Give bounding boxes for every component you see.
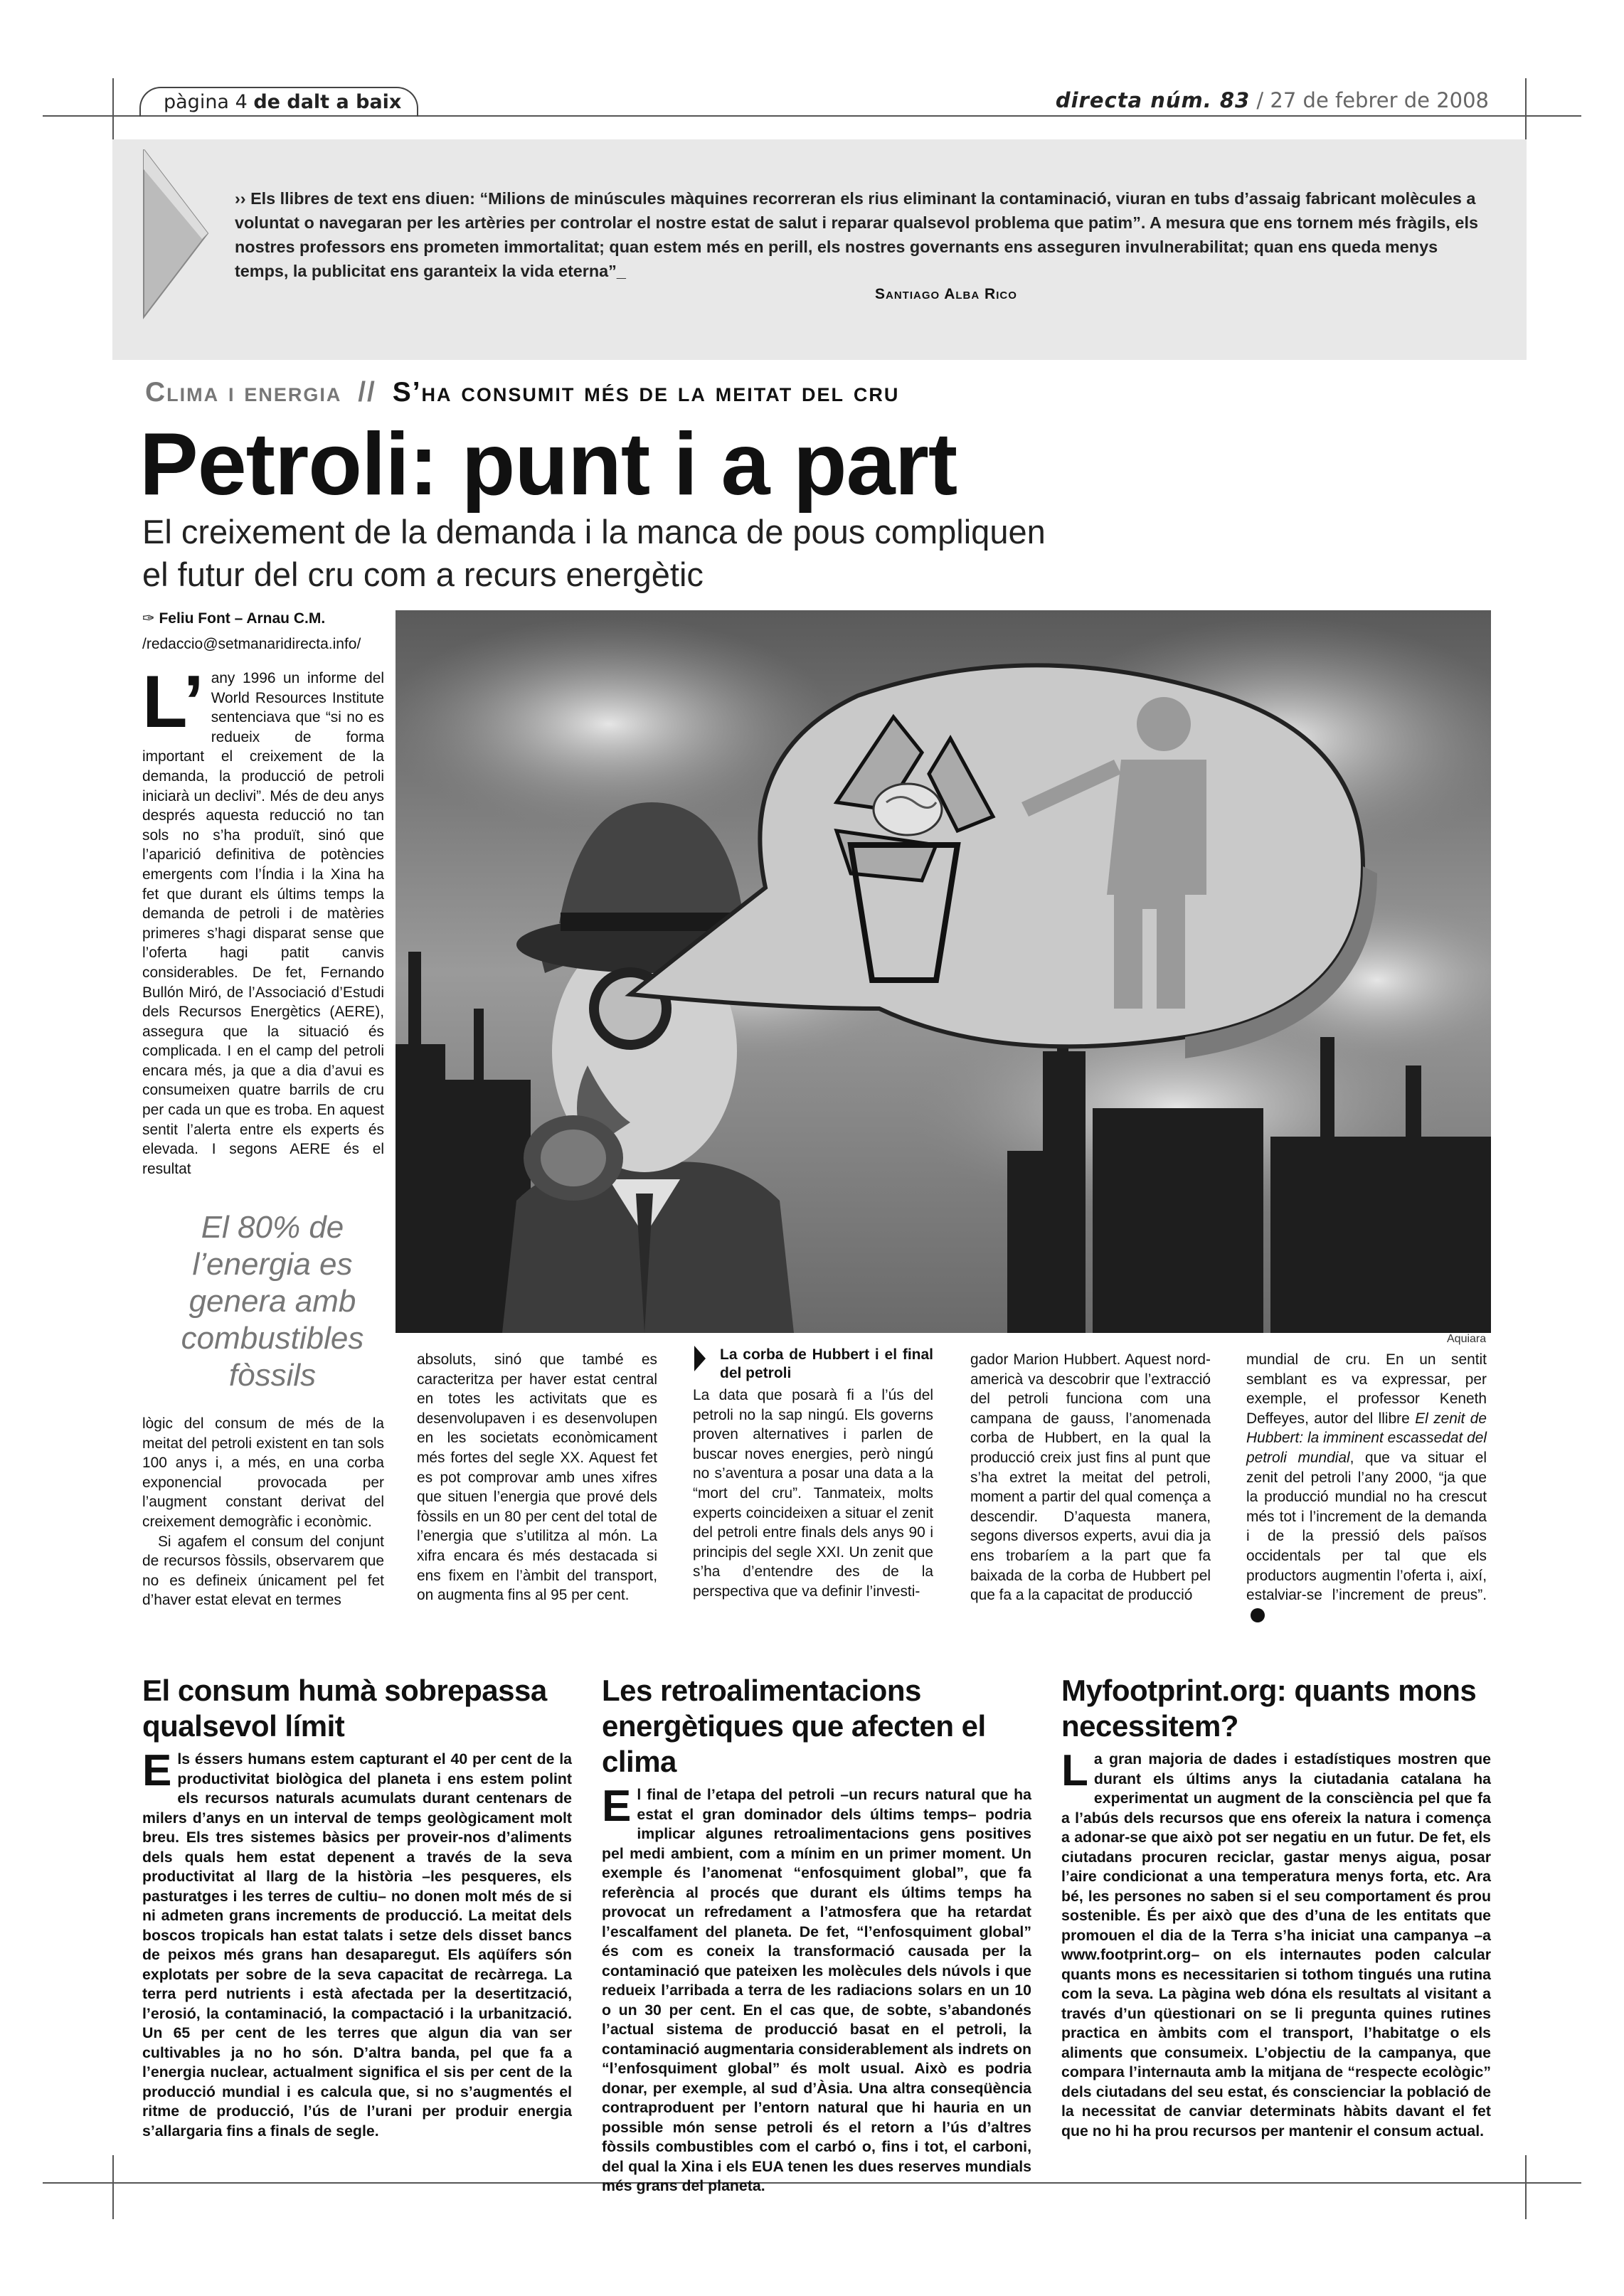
sidebar-title: Myfootprint.org: quants mons necessitem? <box>1061 1674 1477 1743</box>
quote-chevron-icon <box>134 149 240 363</box>
kicker-separator: // <box>358 377 376 408</box>
section-name: de dalt a baix <box>253 91 402 113</box>
kicker-topic: S’ha consumit més de la meitat del cru <box>392 377 900 408</box>
sidebar-body: a gran majoria de dades i estadístiques mostren que durant els últims anys la ciutadania catalana ha experimentat un augment de la consciència pel que fa a l’abús dels recursos que ens ofereix la natura i comença a adonar-se que això pot ser negatiu en un futur. De fet, els ciutadans procuren reciclar, gastar menys aigua, posar l’aire condicionat a una temperatura menys forta, etc. Ara bé, les persones no saben si el seu comportament és prou sostenible. És per això que des d’una de les entitats que promouen el dia de la Terra s’ha iniciat una campanya –a www.footprint.org– on els internautes poden calcular quants mons es necessitarien si tothom tingués una rutina com la seva. La pàgina web dóna els resultats al visitant a través d’un qüestionari on se li pregunta quines rutines practica en àmbits com el transport, l’habitatge o els aliments que consumeix. L’objectiu de la campanya, que compara l’internauta amb la mitjana de “respecte ecològic” dels ciutadans del seu estat, és conscienciar la població de la necessitat de canviar determinats hàbits davant el fet que no hi ha prou recursos per mantenir el consum actual. <box>1061 1750 1491 2140</box>
paragraph: La data que posarà fi a l’ús del petroli no la sap ningú. Els governs proven alternatives i parlen de buscar noves energies, però ningú no s’aventura a posar una data a la “mort del cru”. Tanmateix, molts experts coincideixen a situar el zenit del petroli entre finals dels anys 90 i principis del segle XXI. Un zenit que s’ha d’entendre des de la perspectiva que va definir l’investi- <box>693 1387 933 1600</box>
kicker <box>145 377 899 408</box>
crop-mark-right-bottom <box>1525 2155 1527 2219</box>
section-tab <box>139 87 418 117</box>
quote-author: Santiago Alba Rico <box>875 286 1017 302</box>
box-marker-icon <box>693 1346 707 1374</box>
end-mark-icon <box>1251 1608 1265 1622</box>
sidebar-text <box>1061 1746 1491 2141</box>
byline <box>142 606 361 657</box>
article-column-3 <box>693 1346 933 1602</box>
sidebar-body: l final de l’etapa del petroli –un recurs natural que ha estat el gran dominador dels últims temps– podria implicar algunes retroalimentacions gens positives pel medi ambient, com a mínim en un primer moment. Un exemple és l’anomenat “enfosquiment global”, que fa referència al procés que durant els últims temps ha provocat un refredament a l’atmosfera que ha retardat l’escalfament del planeta. De fet, “l’enfosquiment global” és com es coneix la transformació causada per la contaminació que pateixen les molècules dels núvols i que redueix l’arribada a terra de les radiacions solars en un 10 o un 30 per cent. En el cas que, de sobte, s’abandonés l’actual sistema de producció basat en el petroli, la contaminació augmentaria considerablement als indrets on “l’enfosquiment global” és molt usual. Això es podria donar, per exemple, al sud d’Àsia. Una altra conseqüència contraproduent per l’entorn natural que hi hauria en un possible món sense petroli és el retorn a l’ús d’altres fòssils combustibles com el carbó o, fins i tot, el carboni, del qual la Xina i els EUA tenen les dues reserves mundials més grans del planeta. <box>602 1786 1031 2194</box>
sidebar-title: El consum humà sobrepassa qualsevol límit <box>142 1674 547 1743</box>
pull-quote: El 80% de l’energia es genera amb combustibles fòssils <box>181 1210 364 1393</box>
sidebar-text <box>602 1782 1031 2196</box>
page-number: pàgina 4 <box>164 91 248 113</box>
article-photo <box>396 610 1491 1333</box>
article-column-4 <box>970 1350 1211 1605</box>
sidebar-myfootprint <box>1061 1673 1491 2141</box>
article-column-1-continued <box>142 1414 384 1610</box>
byline-email: /redaccio@setmanaridirecta.info/ <box>142 636 361 652</box>
photo-credit: Aquiara <box>1447 1333 1487 1345</box>
byline-authors: Feliu Font – Arnau C.M. <box>159 610 326 627</box>
sidebar-retroalimentacions <box>602 1673 1031 2196</box>
gasmask-collage-illustration <box>396 610 1491 1333</box>
paragraph-text: any 1996 un informe del World Resources Institute sentenciava que “si no es redueix de forma important el creixement de la demanda, la producció de petroli iniciarà un declivi”. Més de deu anys després aquesta reducció no tan sols no s’ha produït, sinó que l’aparició definitiva de potències emergents com l’Índia i la Xina ha fet que durant els últims temps la demanda de petroli i de matèries primeres s’hagi disparat sense que l’oferta hagi patit canvis considerables. De fet, Fernando Bullón Miró, de l’Associació d’Estudi dels Recursos Energètics (AERE), assegura que la situació és complicada. I en el camp del petroli encara més, ja que a dia d’avui es consumeixen quatre barrils de cru per cada un que es troba. En aquest sentit l’alerta entre els experts és elevada. I segons AERE és el resultat <box>142 670 384 1177</box>
article-column-5 <box>1246 1350 1487 1625</box>
drop-cap: L’ <box>142 661 204 743</box>
crop-mark-left-bottom <box>112 2155 114 2219</box>
sidebar-consum-huma <box>142 1673 572 2141</box>
paragraph-text: mundial de cru. En un sentit semblant es va expressar, per exemple, el professor Keneth Deffeyes, autor del llibre <box>1246 1351 1487 1427</box>
quote-text: ›› Els llibres de text ens diuen: “Milions de minúscules màquines recorreran els rius eliminant la contaminació, viuran en tubs d’assaig fabricant molècules a voluntat o navegaran per les artèries per controlar el nostre estat de salut i reparar qualsevol problema que patim”. A mesura que ens tornem més fràgils, els nostres professors ens prometen immortalitat; quan estem més en perill, els nostres governants ens asseguren invulnerabilitat; quan ens queda menys temps, la publicitat ens garanteix la vida eterna”_ <box>235 189 1478 280</box>
paragraph-text: , que va situar el zenit del petroli l’any 2000, “ja que la producció mundial no ha crescut més tot i l’increment de la demanda i de la pressió dels països occidentals per tal que els productors augmentin l’oferta i, així, estalviar-se l’increment de preus”. <box>1246 1449 1487 1604</box>
paragraph <box>1246 1350 1487 1625</box>
paragraph: absoluts, sinó que també es caracteritza per haver estat central en totes les activitats que es desenvolupaven i es desenvolupen en les societats econòmicament més fortes del segle XX. Aquest fet es pot comprovar amb unes xifres que situen l’energia que prové dels fòssils en un 80 per cent del total de l’energia que s’utilitza al món. La xifra encara és més destacada si ens fixem en l’àmbit del transport, on augmenta fins al 95 per cent. <box>417 1351 657 1604</box>
drop-cap: L <box>1061 1746 1088 1795</box>
sidebar-title: Les retroalimentacions energètiques que afecten el clima <box>602 1674 986 1778</box>
sidebar-text <box>142 1746 572 2141</box>
sidebar-body: ls éssers humans estem capturant el 40 per cent de la productivitat biològica del planeta i ens estem polint els recursos naturals acumulats durant centenars de milers d’anys en un interval de temps geològicament molt breu. Els tres sistemes bàsics per proveir-nos d’aliments dels quals hem estat depenent a través de la seva productivitat al llarg de la història –les pesqueres, els pasturatges i les terres de cultiu– no donen molt més de si ni admeten grans increments de producció. La meitat dels boscos tropicals han estat talats i setze dels disset bancs de peixos més grans han desaparegut. Els aqüífers són explotats per sobre de la seva capacitat de recàrrega. La terra perd nutrients i està afectada per la desertització, l’erosió, la contaminació, la compactació i la urbanització. Un 65 per cent de les terres que algun dia van ser cultivables ja no ho són. D’altra banda, pel que fa a l’energia nuclear, actualment significa el sis per cent de la producció mundial i es calcula que, si no s’augmentés el ritme de producció, l’ús de l’urani per produir energia s’allargaria fins a finals de segle. <box>142 1750 572 2140</box>
box-title: La corba de Hubbert i el final del petroli <box>720 1346 933 1381</box>
paragraph: gador Marion Hubbert. Aquest nord-americà va descobrir que l’extracció del petroli funciona com una campana de gauss, l’anomenada corba de Hubbert, en la qual la producció creix just fins al punt que s’ha extret la meitat del petroli, moment a partir del qual comença a descendir. D’aquesta manera, segons diversos experts, avui dia ja ens trobaríem a la part que fa baixada de la corba de Hubbert pel que fa a la capacitat de producció <box>970 1351 1211 1604</box>
article-column-1 <box>142 661 384 1179</box>
crop-mark-left-top <box>112 78 114 142</box>
book-title: El zenit de Hubbert: la imminent escassedat del petroli mundial <box>1246 1410 1487 1466</box>
kicker-section: Clima i energia <box>145 377 342 408</box>
issue-date: / 27 de febrer de 2008 <box>1256 88 1489 112</box>
crop-mark-right-top <box>1525 78 1527 142</box>
drop-cap: E <box>142 1746 172 1795</box>
paragraph <box>142 661 384 1179</box>
drop-cap: E <box>602 1782 632 1831</box>
paragraph: lògic del consum de més de la meitat del petroli existent en tan sols 100 anys i, a més, en una corba exponencial provocada per l’augment constant derivat del creixement demogràfic i econòmic. <box>142 1415 384 1530</box>
paragraph: Si agafem el consum del conjunt de recursos fòssils, observarem que no es defineix únicament pel fet d’haver estat elevat en termes <box>142 1533 384 1609</box>
subheadline: El creixement de la demanda i la manca de pous compliquen el futur del cru com a recurs energètic <box>142 513 1046 593</box>
article-column-2 <box>417 1350 657 1605</box>
pen-icon: ✑ <box>142 610 155 627</box>
headline: Petroli: punt i a part <box>139 415 957 514</box>
issue-info <box>1056 88 1489 112</box>
publication-name: directa núm. 83 <box>1055 88 1251 112</box>
